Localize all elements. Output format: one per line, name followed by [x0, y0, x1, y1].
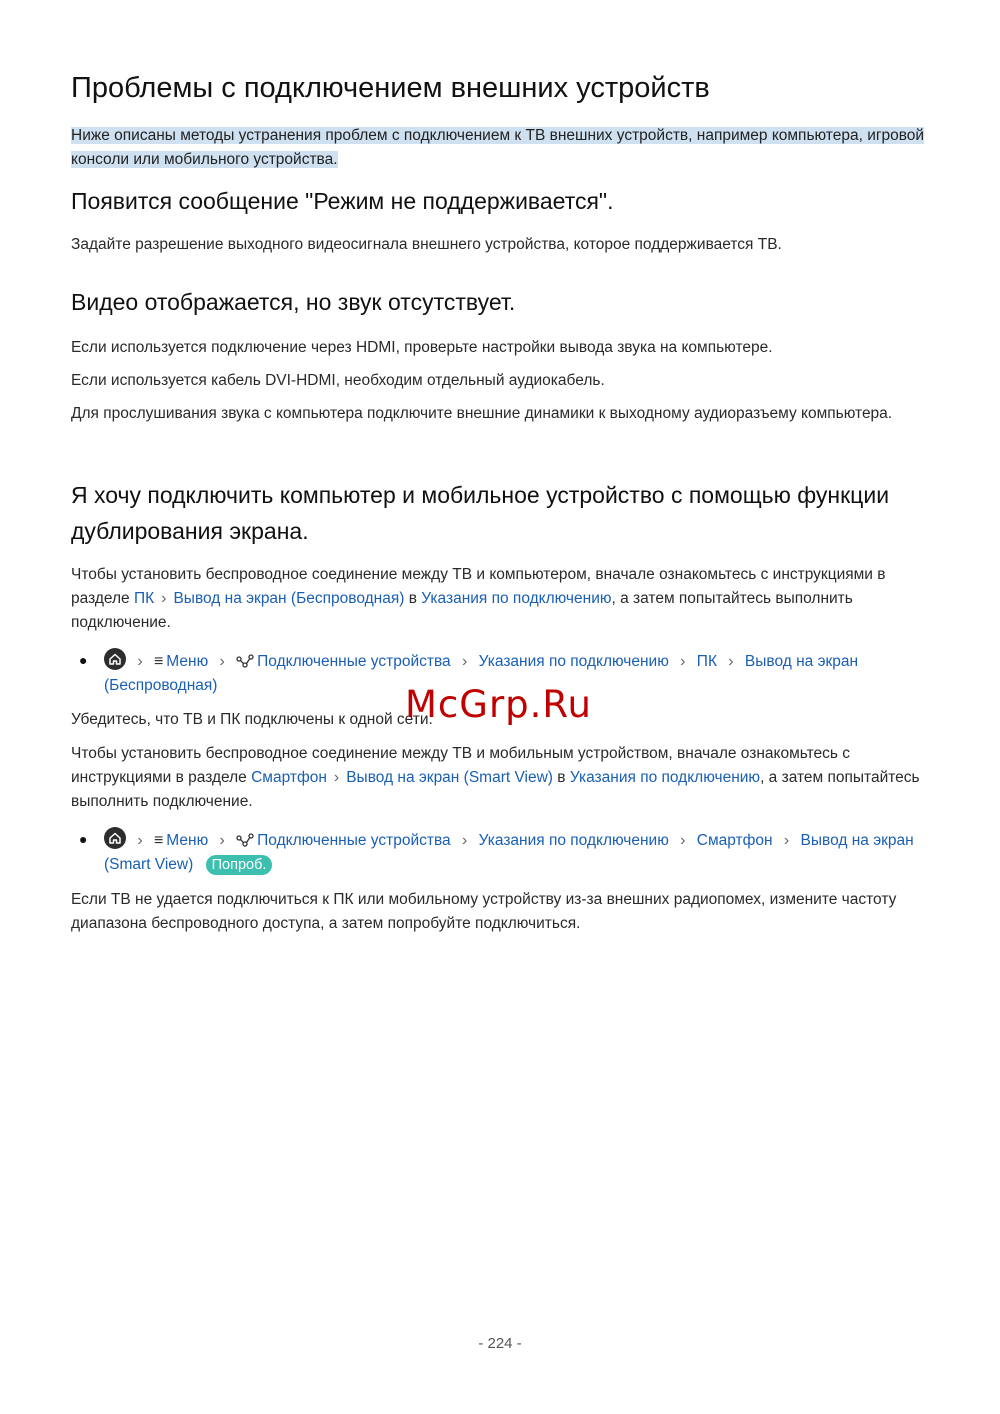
path-menu[interactable]: Меню	[166, 832, 209, 849]
link-smart-view[interactable]: Вывод на экран (Smart View)	[346, 769, 553, 786]
chevron-right-icon: ›	[137, 832, 143, 849]
link-pc[interactable]: ПК	[133, 590, 155, 607]
page-number: - 224 -	[478, 1335, 522, 1352]
bullet: ●	[79, 831, 88, 847]
chevron-right-icon: ›	[333, 769, 340, 786]
chevron-right-icon: ›	[680, 832, 686, 849]
path-pc[interactable]: ПК	[696, 653, 717, 670]
section-heading-screen-mirroring: Я хочу подключить компьютер и мобильное устройство с помощью функции дублирования экрана.	[71, 482, 890, 544]
chevron-right-icon: ›	[680, 653, 686, 670]
path-connection-guide[interactable]: Указания по подключению	[478, 832, 669, 849]
intro-highlight: Ниже описаны методы устранения проблем с подключением к ТВ внешних устройств, например компьютера, игровой консоли или мобильного устройства.	[71, 127, 925, 168]
home-icon	[104, 827, 126, 849]
chevron-right-icon: ›	[783, 832, 790, 849]
section-heading-mode-unsupported: Появится сообщение "Режим не поддерживается".	[71, 188, 614, 214]
paragraph-resolution: Задайте разрешение выходного видеосигнала внешнего устройства, которое поддерживается ТВ.	[71, 236, 782, 253]
paragraph-external-speakers: Для прослушивания звука с компьютера подключите внешние динамики к выходному аудиоразъему компьютера.	[71, 405, 893, 422]
link-screen-wireless[interactable]: Вывод на экран (Беспроводная)	[173, 590, 405, 607]
chevron-right-icon: ›	[219, 653, 225, 670]
paragraph-mobile-wireless: Чтобы установить беспроводное соединение между ТВ и мобильным устройством, вначале ознакомьтесь с инструкциями в разделе Смартфон › Вывод на экран (Smart View) в Указания по подключению, а затем попытайтесь выполнить подключение.	[71, 745, 920, 810]
menu-icon: ≡	[153, 653, 164, 670]
watermark: McGrp.Ru	[405, 683, 592, 726]
chevron-right-icon: ›	[461, 653, 468, 670]
try-now-button[interactable]: Попроб.	[206, 855, 273, 875]
path-connection-guide[interactable]: Указания по подключению	[478, 653, 669, 670]
path-connected-devices[interactable]: Подключенные устройства	[257, 653, 451, 670]
path-smartphone[interactable]: Смартфон	[696, 832, 773, 849]
bullet: ●	[79, 652, 88, 668]
menu-icon: ≡	[153, 832, 164, 849]
chevron-right-icon: ›	[461, 832, 468, 849]
path-screen-wireless[interactable]: Вывод на экран (Беспроводная)	[104, 653, 859, 694]
connected-devices-icon	[236, 654, 254, 668]
paragraph-hdmi: Если используется подключение через HDMI, проверьте настройки вывода звука на компьютере.	[71, 339, 773, 356]
chevron-right-icon: ›	[161, 590, 167, 607]
link-smartphone[interactable]: Смартфон	[251, 769, 327, 786]
home-icon	[104, 648, 126, 670]
path-smart-view[interactable]: Вывод на экран (Smart View)	[104, 832, 914, 873]
section-heading-no-sound: Видео отображается, но звук отсутствует.	[71, 289, 516, 315]
paragraph-same-network: Убедитесь, что ТВ и ПК подключены к одной сети.	[71, 711, 433, 728]
chevron-right-icon: ›	[219, 832, 225, 849]
path-menu[interactable]: Меню	[166, 653, 209, 670]
paragraph-pc-wireless: Чтобы установить беспроводное соединение между ТВ и компьютером, вначале ознакомьтесь с инструкциями в разделе ПК › Вывод на экран (Беспроводная) в Указания по подключению, а затем попытайтесь выполнить подключение.	[71, 566, 886, 631]
intro-text	[71, 124, 941, 172]
menu-path-mobile	[79, 827, 924, 877]
path-connected-devices[interactable]: Подключенные устройства	[257, 832, 451, 849]
chevron-right-icon: ›	[137, 653, 143, 670]
chevron-right-icon: ›	[728, 653, 734, 670]
paragraph-interference: Если ТВ не удается подключиться к ПК или мобильному устройству из-за внешних радиопомех, измените частоту диапазона беспроводного доступа, а затем попробуйте подключиться.	[71, 891, 897, 932]
paragraph-dvi-hdmi: Если используется кабель DVI-HDMI, необходим отдельный аудиокабель.	[71, 372, 605, 389]
link-connection-guide[interactable]: Указания по подключению	[421, 590, 612, 607]
page-title: Проблемы с подключением внешних устройств	[71, 72, 710, 104]
connected-devices-icon	[236, 833, 254, 847]
link-connection-guide[interactable]: Указания по подключению	[569, 769, 761, 786]
